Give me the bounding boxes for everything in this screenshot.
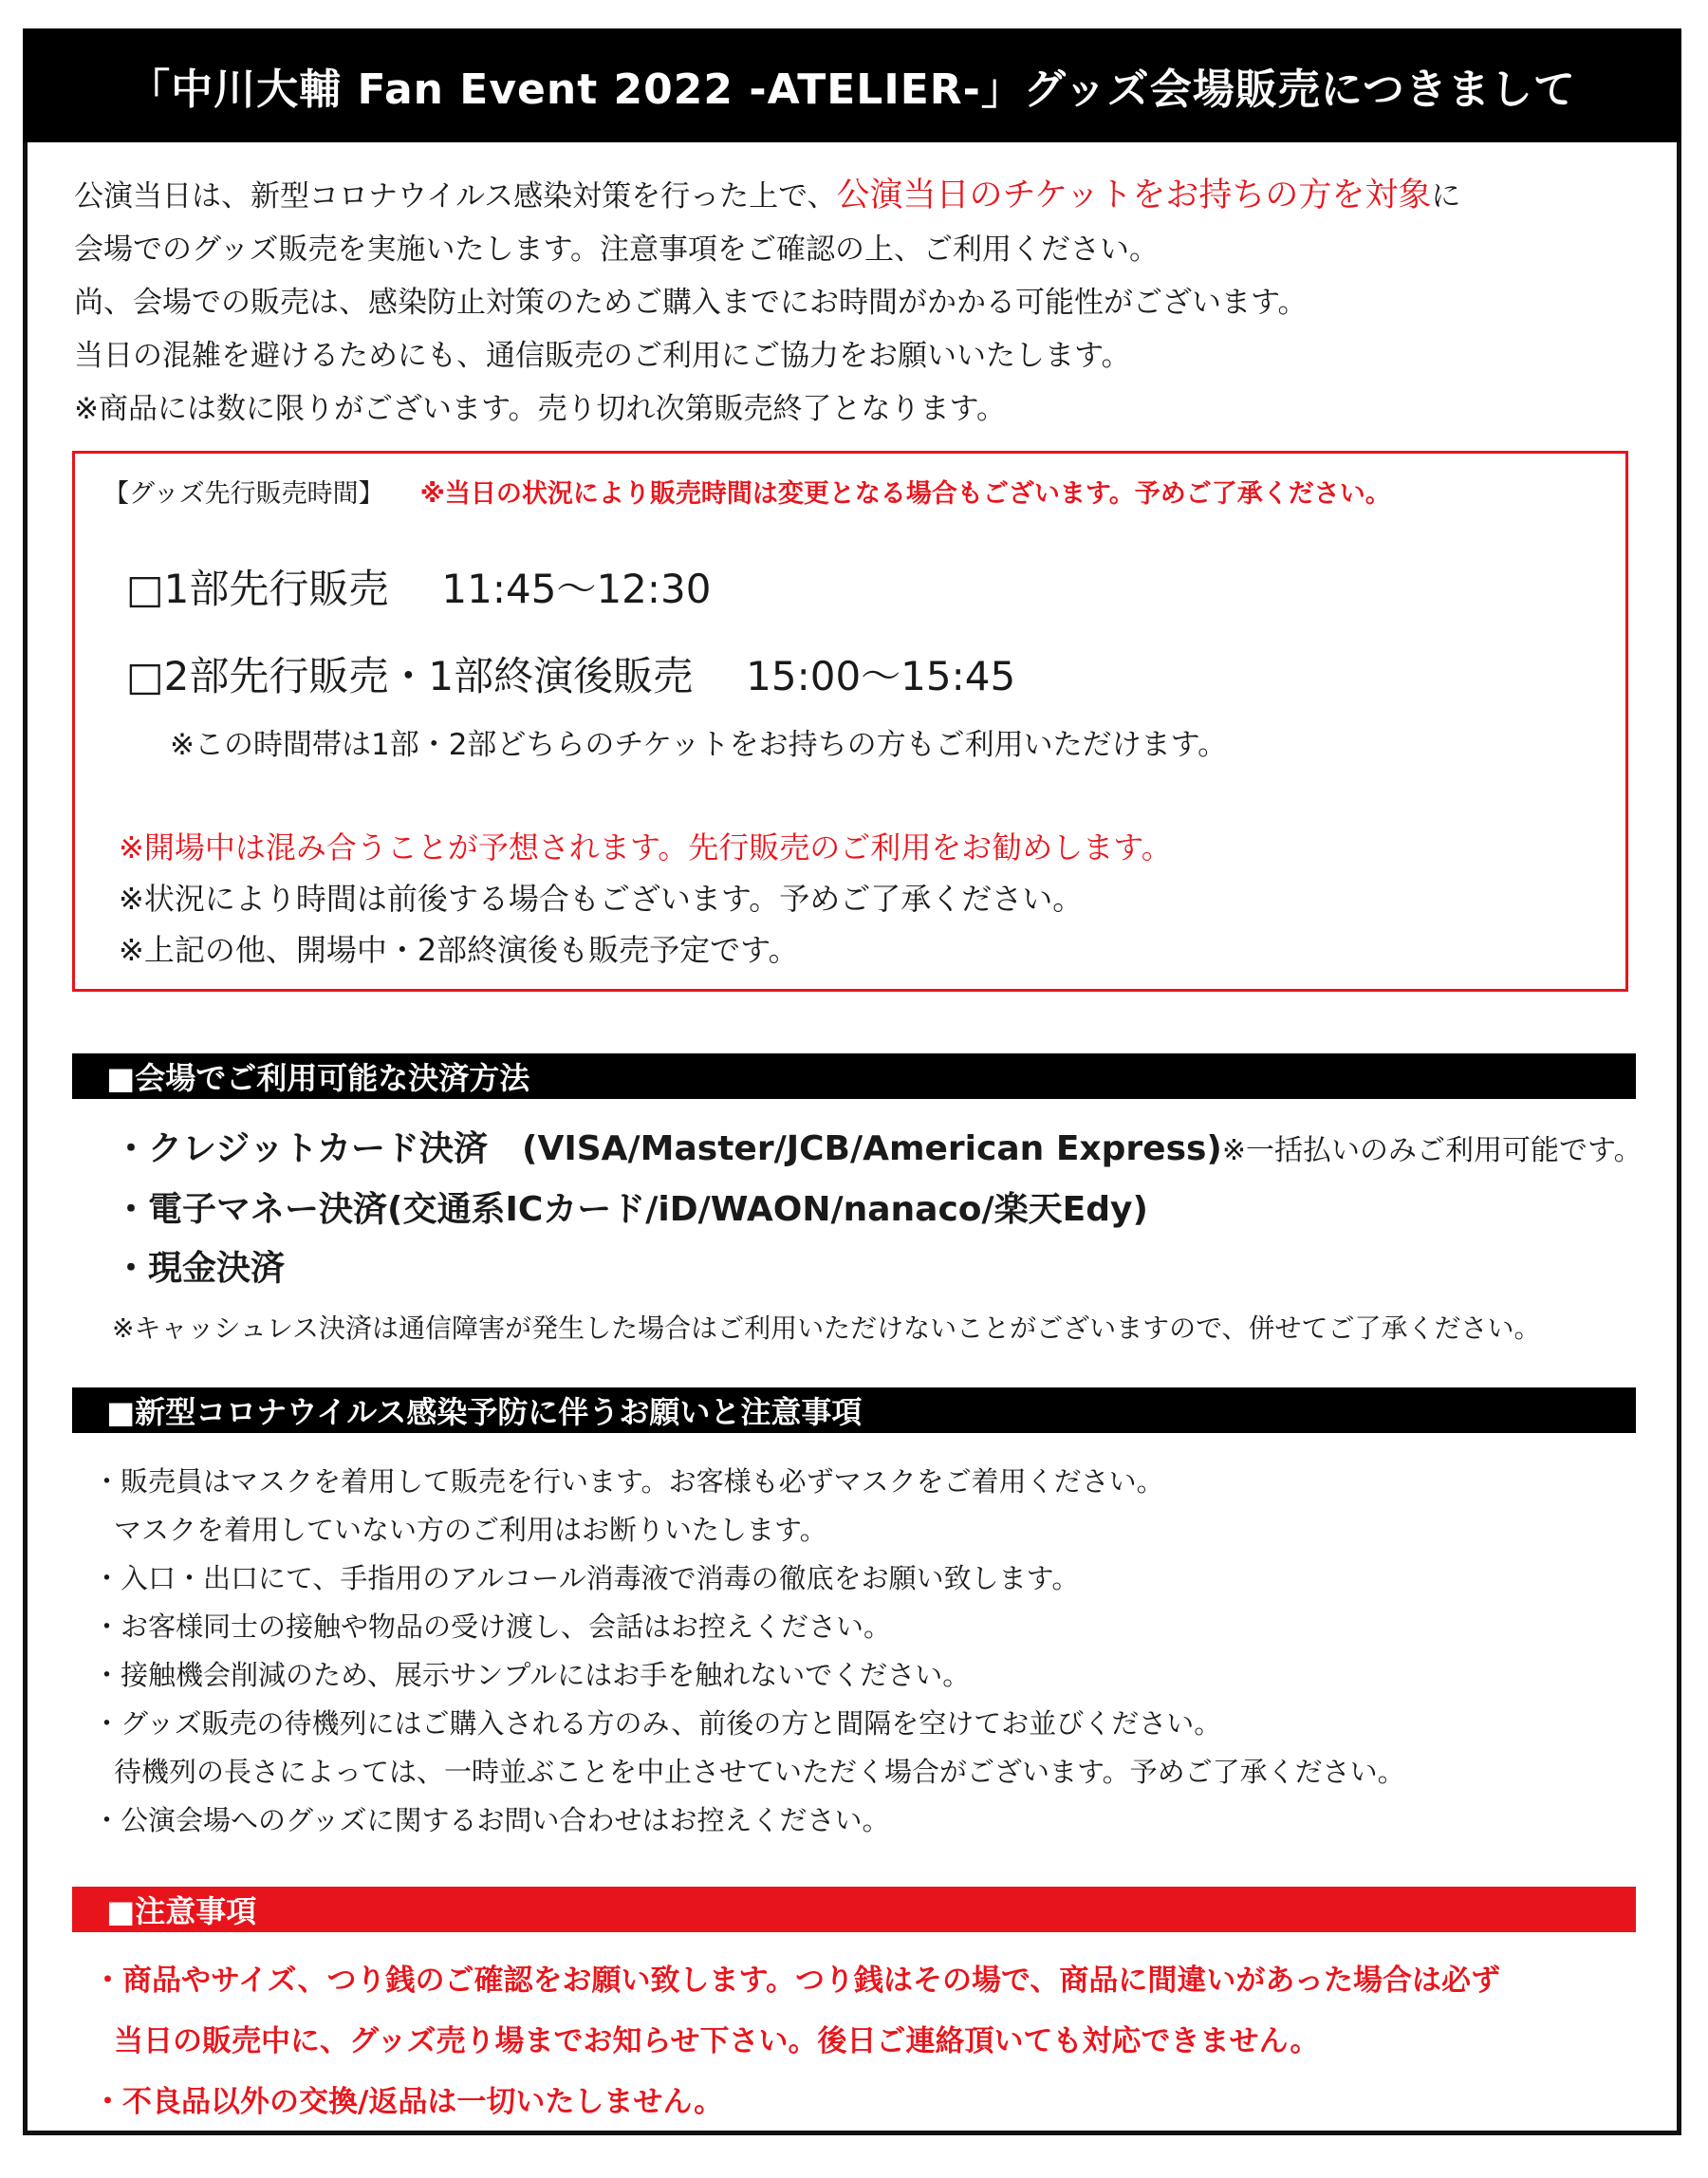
caution-line: 当日の販売中に、グッズ売り場までお知らせ下さい。後日ご連絡頂いても対応できません。 (114, 2024, 1320, 2058)
page-title: 「中川大輔 Fan Event 2022 -ATELIER-」グッズ会場販売につきまして (23, 28, 1681, 142)
covid-line: ・グッズ販売の待機列にはご購入される方のみ、前後の方と間隔を空けてお並びください。 (93, 1707, 1222, 1740)
covid-line: 待機列の長さによっては、一時並ぶことを中止させていただく場合がございます。予めご了承ください。 (114, 1756, 1405, 1788)
schedule-box (72, 451, 1628, 992)
slot-time: 11:45〜12:30 (441, 566, 712, 612)
schedule-slot-1 (126, 558, 711, 615)
intro-line-1-b: に (1431, 179, 1461, 214)
payment-note: ※キャッシュレス決済は通信障害が発生した場合はご利用いただけないことがございますので、併せてご了承ください。 (112, 1312, 1541, 1344)
intro-line-5: ※商品には数に限りがございます。売り切れ次第販売終了となります。 (74, 392, 1007, 426)
payment-list (114, 1120, 1643, 1298)
covid-line: マスクを着用していない方のご利用はお断りいたします。 (114, 1514, 827, 1546)
schedule-note-2: ※状況により時間は前後する場合もございます。予めご了承ください。 (119, 881, 1084, 917)
payment-item-credit (114, 1120, 1643, 1181)
schedule-heading (103, 473, 1391, 510)
caution-line: ・商品やサイズ、つり銭のご確認をお願い致します。つり銭はその場で、商品に間違いがあった場合は必ず (93, 1964, 1501, 1998)
caution-line: ・不良品以外の交換/返品は一切いたしません。 (93, 2085, 724, 2119)
caution-list (93, 1950, 1500, 2132)
schedule-slot-note: ※この時間帯は1部・2部どちらのチケットをお持ちの方もご利用いただけます。 (170, 728, 1228, 762)
slot-label: □1部先行販売 (126, 566, 389, 612)
intro-line-3: 尚、会場での販売は、感染防止対策のためご購入までにお時間がかかる可能性がございます。 (74, 286, 1308, 320)
schedule-heading-label: 【グッズ先行販売時間】 (103, 479, 384, 509)
payment-heading: ■会場でご利用可能な決済方法 (72, 1053, 1636, 1099)
intro-text (74, 169, 1649, 436)
intro-line-4: 当日の混雑を避けるためにも、通信販売のご利用にご協力をお願いいたします。 (74, 339, 1131, 373)
slot-time: 15:00〜15:45 (746, 653, 1016, 699)
payment-credit-note: ※一括払いのみご利用可能です。 (1221, 1134, 1643, 1167)
schedule-slot-2 (126, 645, 1015, 702)
intro-line-1-a: 公演当日は、新型コロナウイルス感染対策を行った上で、 (74, 179, 837, 214)
schedule-heading-note: ※当日の状況により販売時間は変更となる場合もございます。予めご了承ください。 (419, 479, 1391, 509)
covid-line: ・入口・出口にて、手指用のアルコール消毒液で消毒の徹底をお願い致します。 (93, 1562, 1080, 1594)
payment-item-cash: ・現金決済 (114, 1249, 286, 1288)
intro-line-2: 会場でのグッズ販売を実施いたします。注意事項をご確認の上、ご利用ください。 (74, 233, 1159, 267)
intro-line-1 (74, 169, 1649, 223)
schedule-notes (119, 822, 1172, 976)
payment-item-emoney: ・電子マネー決済(交通系ICカード/iD/WAON/nanaco/楽天Edy) (114, 1190, 1148, 1229)
covid-line: ・お客様同士の接触や物品の受け渡し、会話はお控えください。 (93, 1610, 892, 1643)
payment-item-credit-label: ・クレジットカード決済 (VISA/Master/JCB/American Express) (114, 1129, 1222, 1168)
slot-label: □2部先行販売・1部終演後販売 (126, 653, 694, 699)
covid-line: ・接触機会削減のため、展示サンプルにはお手を触れないでください。 (93, 1659, 971, 1691)
schedule-note-3: ※上記の他、開場中・2部終演後も販売予定です。 (119, 932, 799, 968)
intro-target-highlight: 公演当日のチケットをお持ちの方を対象 (836, 177, 1432, 214)
covid-list (93, 1458, 1405, 1845)
caution-heading: ■注意事項 (72, 1887, 1636, 1932)
schedule-note-1: ※開場中は混み合うことが予想されます。先行販売のご利用をお勧めします。 (119, 829, 1172, 866)
covid-heading: ■新型コロナウイルス感染予防に伴うお願いと注意事項 (72, 1387, 1636, 1433)
covid-line: ・販売員はマスクを着用して販売を行います。お客様も必ずマスクをご着用ください。 (93, 1465, 1164, 1498)
covid-line: ・公演会場へのグッズに関するお問い合わせはお控えください。 (93, 1804, 890, 1836)
